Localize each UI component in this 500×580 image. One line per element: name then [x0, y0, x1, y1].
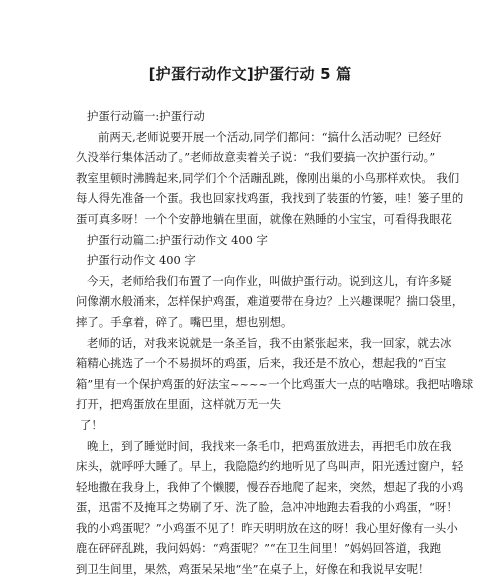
text-line: 打开，把鸡蛋放在里面，这样就万无一失	[76, 397, 282, 412]
text-line: 今天，老师给我们布置了一向作业，叫做护蛋行动。说到这儿，有许多疑	[87, 273, 452, 288]
document-title: [护蛋行动作文]护蛋行动 5 篇	[148, 65, 352, 83]
text-line: 前两天,老师说要开展一个活动,同学们都问：“搞什么活动呢？已经好	[98, 129, 442, 144]
text-line: 蛋可真多呀！一个个安静地躺在里面，就像在熟睡的小宝宝，可看得我眼花	[76, 211, 452, 226]
text-line: 箱”里有一个保护鸡蛋的好法宝~~~~一个比鸡蛋大一点的咕噜球。我把咕噜球	[76, 376, 474, 391]
text-line: 摔了。手拿着，碎了。嘴巴里，想也别想。	[76, 314, 293, 329]
text-line: 问像潮水般涌来，怎样保护鸡蛋，难道要带在身边？上兴趣课呢？揣口袋里，	[76, 294, 464, 309]
text-line: 我的小鸡蛋呢？”小鸡蛋不见了！昨天明明放在这的呀！我心里好像有一头小	[76, 520, 458, 535]
text-line: 轻地撒在我身上，我伸了个懒腰，慢吞吞地爬了起来，突然，想起了我的小鸡	[76, 479, 464, 494]
text-line: 老师的话，对我来说就是一条圣旨，我不由紧张起来，我一回家，就去冰	[87, 335, 452, 350]
document-body	[76, 106, 474, 580]
text-line: 每人得先准备一个蛋。我也回家找鸡蛋，我找到了装蛋的竹篓，哇！篓子里的	[76, 191, 464, 206]
text-line: 晚上，到了睡觉时间，我找来一条毛巾，把鸡蛋放进去，再把毛巾放在我	[87, 438, 452, 453]
text-line: 护蛋行动篇二:护蛋行动作文 400 字	[87, 232, 268, 247]
text-line: 久没举行集体活动了。”老师故意卖着关子说：“我们要搞一次护蛋行动。”	[76, 150, 436, 165]
text-line: 护蛋行动篇一:护蛋行动	[87, 109, 205, 123]
text-line: 床头，就呼呼大睡了。早上，我隐隐约约地听见了鸟叫声，阳光透过窗户，轻	[76, 459, 464, 474]
text-line: 到卫生间里，果然，鸡蛋呆呆地“坐”在桌子上，好像在和我说早安呢！	[76, 562, 430, 577]
text-line: 鹿在砰砰乱跳，我问妈妈：“鸡蛋呢？”“在卫生间里！”妈妈回答道，我跑	[76, 541, 442, 556]
text-line: 护蛋行动作文 400 字	[87, 253, 196, 268]
text-line: 教室里顿时沸腾起来,同学们个个活蹦乱跳，像刚出巢的小鸟那样欢快。 我们	[76, 170, 460, 185]
text-line: 蛋，迅雷不及掩耳之势刷了牙、洗了脸，急冲冲地跑去看我的小鸡蛋，“呀！	[76, 500, 458, 515]
text-line: 箱精心挑选了一个不易损坏的鸡蛋，后来，我还是不放心，想起我的“百宝	[76, 356, 447, 371]
text-line: 了！	[80, 417, 103, 432]
